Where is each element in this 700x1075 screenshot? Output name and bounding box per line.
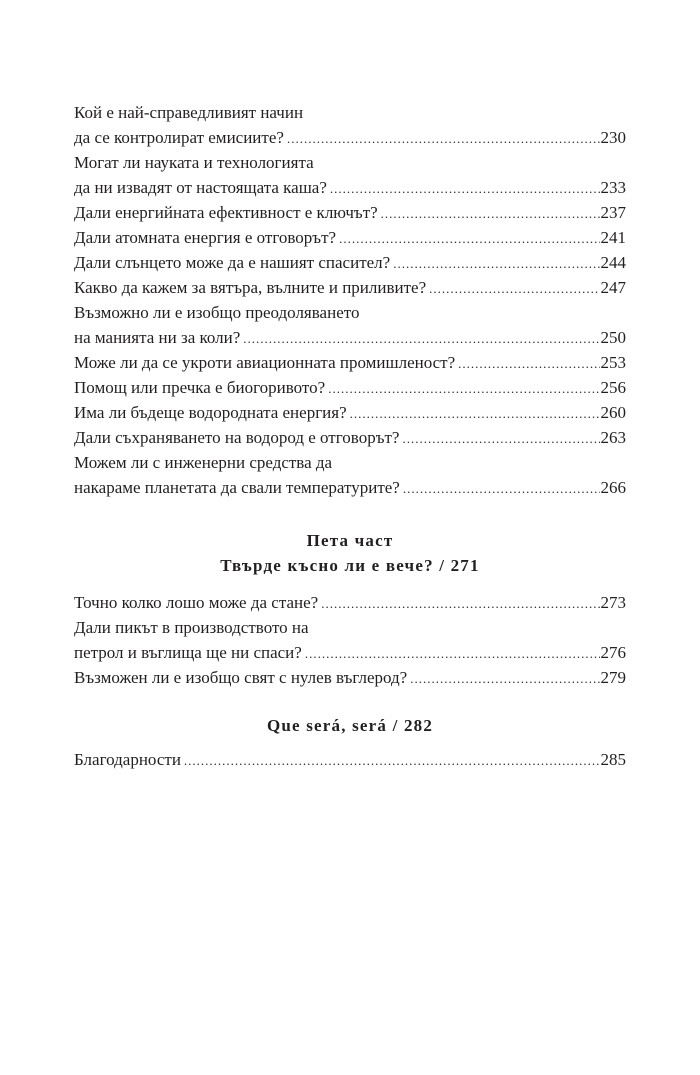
dot-leader — [393, 251, 599, 275]
dot-leader — [429, 276, 599, 300]
toc-entry-line — [74, 225, 626, 250]
page-number: 276 — [600, 643, 626, 662]
toc-entry-line — [74, 615, 626, 640]
dot-leader — [243, 326, 599, 350]
entry-title-line: Възможен ли е изобщо свят с нулев въглерод? — [74, 668, 408, 687]
toc-entry-line — [74, 325, 626, 350]
entry-title-line: да ни извадят от настоящата каша? — [74, 178, 327, 197]
toc-entry-line — [74, 375, 626, 400]
part-title: Твърде късно ли е вече? / 271 — [220, 556, 480, 575]
page-number: 241 — [600, 228, 626, 247]
dot-leader — [184, 748, 600, 772]
dot-leader — [458, 351, 599, 375]
toc-entry-line — [74, 400, 626, 425]
page-number: 285 — [600, 750, 626, 769]
dot-leader — [350, 401, 600, 425]
entry-title-line: петрол и въглища ще ни спаси? — [74, 643, 302, 662]
entry-title-line: да се контролират емисиите? — [74, 128, 284, 147]
toc-block-1 — [74, 100, 626, 500]
toc-entry-line — [74, 747, 626, 772]
toc-entry-line — [74, 125, 626, 150]
toc-entry-line — [74, 640, 626, 665]
page-number: 279 — [600, 668, 626, 687]
toc-block-2 — [74, 590, 626, 690]
entry-title-line: Могат ли науката и технологията — [74, 153, 314, 172]
dot-leader — [410, 666, 599, 690]
entry-title-line: Благодарности — [74, 750, 181, 769]
dot-leader — [287, 126, 600, 150]
dot-leader — [381, 201, 600, 225]
page-number: 253 — [600, 353, 626, 372]
entry-title-line: Може ли да се укроти авиационната промишленост? — [74, 353, 456, 372]
dot-leader — [330, 176, 600, 200]
page-number: 237 — [600, 203, 626, 222]
page-number: 230 — [600, 128, 626, 147]
entry-title-line: Какво да кажем за вятъра, вълните и приливите? — [74, 278, 427, 297]
toc-entry-line — [74, 665, 626, 690]
page-number: 263 — [600, 428, 626, 447]
entry-title-line: Помощ или пречка е биогоривото? — [74, 378, 326, 397]
toc-entry-line — [74, 475, 626, 500]
dot-leader — [305, 641, 600, 665]
page-number: 247 — [600, 278, 626, 297]
entry-title-line: накараме планетата да свали температурите? — [74, 478, 400, 497]
dot-leader — [402, 426, 599, 450]
toc-entry-line — [74, 350, 626, 375]
entry-title-line: Дали пикът в производството на — [74, 618, 309, 637]
part-label: Пета част — [306, 531, 394, 550]
page-number: 266 — [600, 478, 626, 497]
entry-title-line: Кой е най-справедливият начин — [74, 103, 304, 122]
dot-leader — [403, 476, 600, 500]
toc-entry-line — [74, 175, 626, 200]
entry-title-line: Възможно ли е изобщо преодоляването — [74, 303, 360, 322]
entry-title-line: Дали съхраняването на водород е отговорът? — [74, 428, 400, 447]
toc-entry-line — [74, 200, 626, 225]
entry-title-line: Можем ли с инженерни средства да — [74, 453, 333, 472]
page-number: 244 — [600, 253, 626, 272]
page-number: 260 — [600, 403, 626, 422]
dot-leader — [328, 376, 599, 400]
toc-entry-line — [74, 100, 626, 125]
page-number: 250 — [600, 328, 626, 347]
toc-entry-line — [74, 425, 626, 450]
page-number: 273 — [600, 593, 626, 612]
entry-title-line: на манията ни за коли? — [74, 328, 241, 347]
toc-entry-line — [74, 250, 626, 275]
que-sera-title: Que será, será / 282 — [266, 716, 434, 735]
dot-leader — [321, 591, 599, 615]
page-number: 233 — [600, 178, 626, 197]
entry-title-line: Дали атомната енергия е отговорът? — [74, 228, 337, 247]
toc-entry-line — [74, 300, 626, 325]
entry-title-line: Дали слънцето може да е нашият спасител? — [74, 253, 391, 272]
entry-title-line: Дали енергийната ефективност е ключът? — [74, 203, 378, 222]
dot-leader — [339, 226, 599, 250]
toc-entry-line — [74, 590, 626, 615]
toc-entry-line — [74, 275, 626, 300]
entry-title-line: Има ли бъдеще водородната енергия? — [74, 403, 347, 422]
toc-entry-line — [74, 150, 626, 175]
entry-title-line: Точно колко лошо може да стане? — [74, 593, 319, 612]
toc-block-3 — [74, 747, 626, 772]
page-number: 256 — [600, 378, 626, 397]
toc-entry-line — [74, 450, 626, 475]
